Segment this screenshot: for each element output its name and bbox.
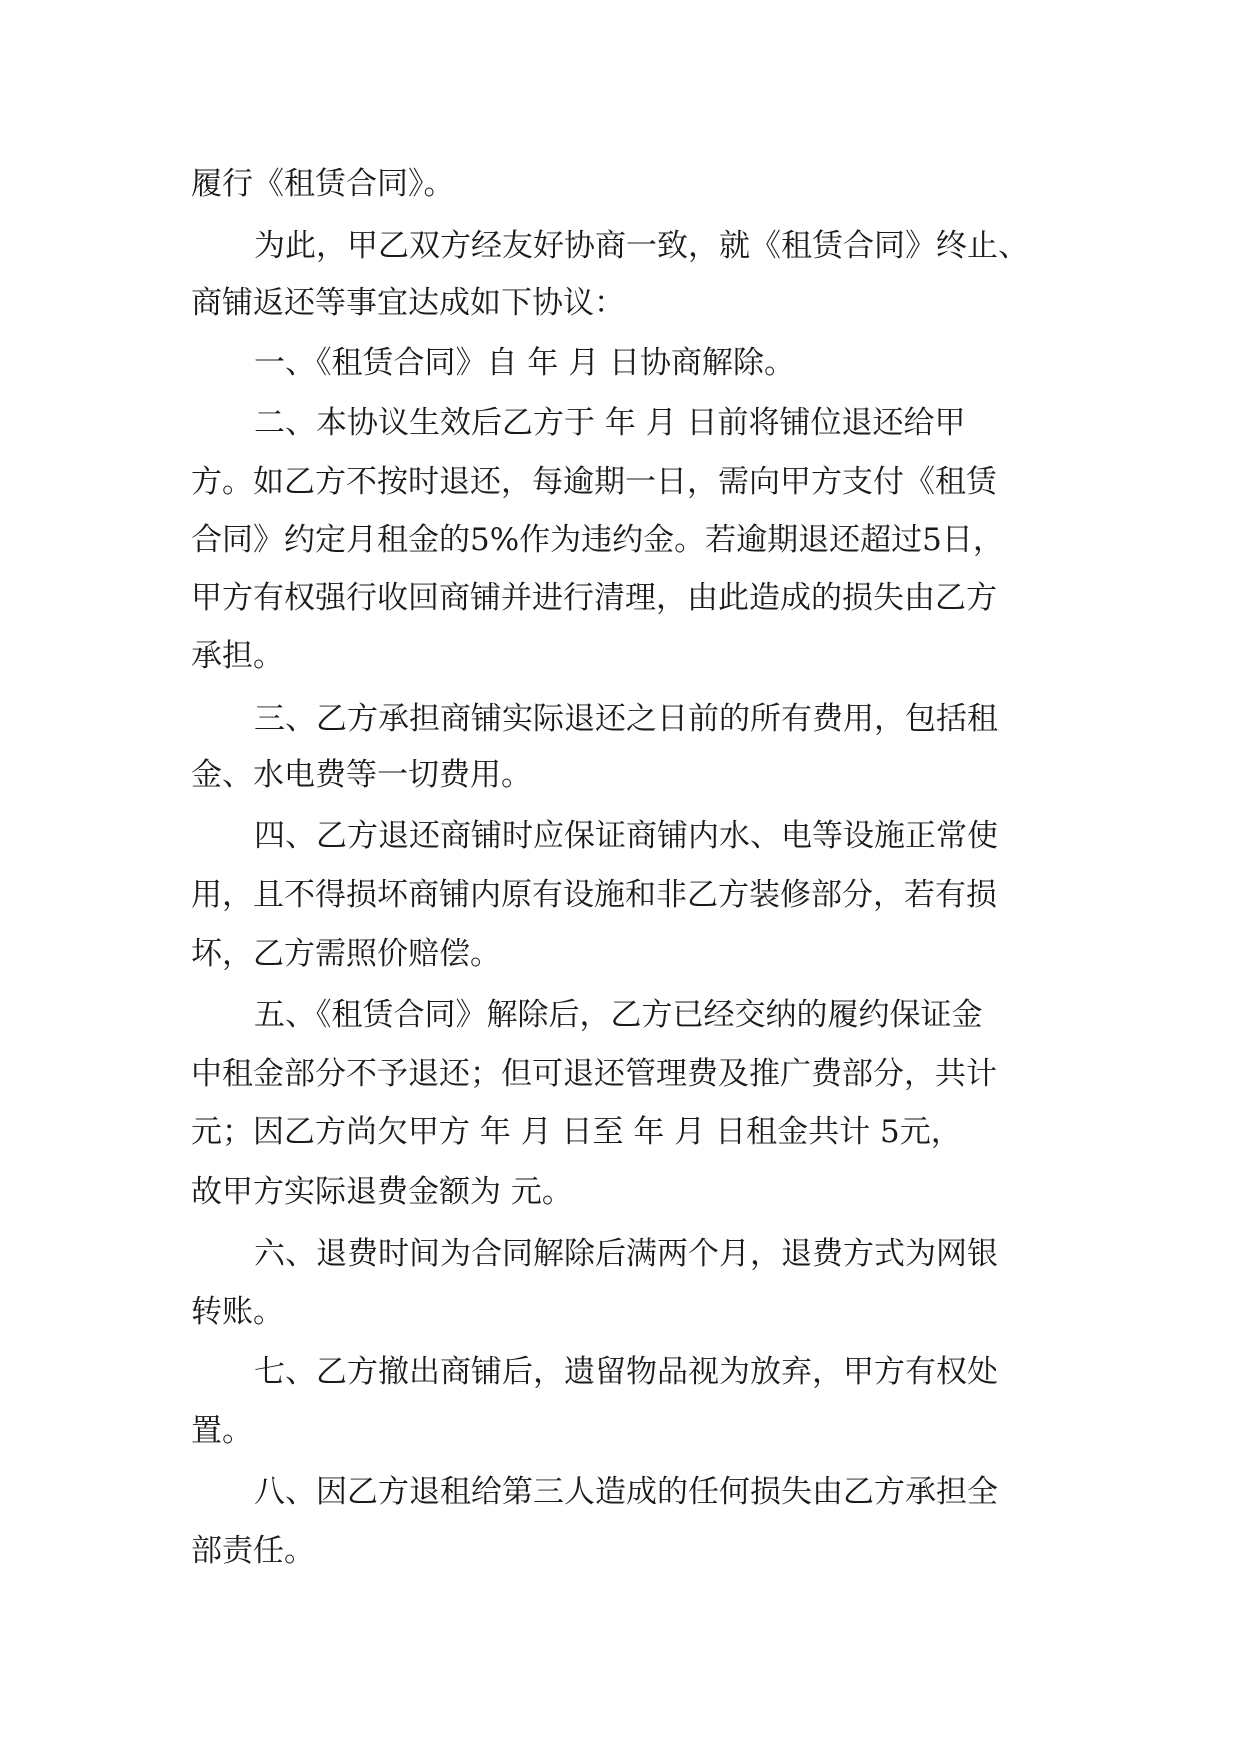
text-line-content: 故甲方实际退费金额为 元。 (191, 1174, 573, 1210)
text-line-content: 六、退费时间为合同解除后满两个月，退费方式为网银 (254, 1236, 998, 1272)
text-line (0, 745, 1241, 805)
text-line-content: 承担。 (191, 638, 284, 674)
text-line (0, 1401, 1241, 1461)
text-line-content: 五、《租赁合同》解除后，乙方已经交纳的履约保证金 (254, 997, 983, 1033)
text-line (0, 1224, 1241, 1284)
text-line-content: 元；因乙方尚欠甲方 年 月 日至 年 月 日租金共计 5元， (191, 1114, 962, 1150)
text-line-content: 合同》约定月租金的5%作为违约金。若逾期退还超过5日， (191, 522, 1004, 558)
text-line-content: 八、因乙方退租给第三人造成的任何损失由乙方承担全 (254, 1474, 998, 1510)
text-line (0, 568, 1241, 628)
text-line-content: 中租金部分不予退还；但可退还管理费及推广费部分，共计 (191, 1056, 997, 1092)
text-line (0, 865, 1241, 925)
text-line (0, 1102, 1241, 1162)
text-line (0, 1044, 1241, 1104)
text-line-content: 金、水电费等一切费用。 (191, 757, 532, 793)
text-line (0, 273, 1241, 333)
text-line-content: 置。 (191, 1413, 253, 1449)
text-line (0, 1162, 1241, 1222)
text-line-content: 七、乙方撤出商铺后，遗留物品视为放弃，甲方有权处 (254, 1354, 998, 1390)
text-line (0, 1282, 1241, 1342)
text-line (0, 626, 1241, 686)
text-line-content: 转账。 (191, 1294, 284, 1330)
text-line-content: 商铺返还等事宜达成如下协议： (191, 285, 625, 321)
text-line-content: 四、乙方退还商铺时应保证商铺内水、电等设施正常使 (254, 818, 998, 854)
text-line (0, 333, 1241, 393)
text-line (0, 806, 1241, 866)
text-line (0, 924, 1241, 984)
text-line-content: 方。如乙方不按时退还，每逾期一日，需向甲方支付《租赁 (191, 464, 997, 500)
text-line (0, 689, 1241, 749)
text-line-content: 为此，甲乙双方经友好协商一致，就《租赁合同》终止、 (254, 228, 1029, 264)
text-line-content: 甲方有权强行收回商铺并进行清理，由此造成的损失由乙方 (191, 580, 997, 616)
text-line-content: 履行《租赁合同》。 (191, 166, 455, 202)
text-line-content: 坏，乙方需照价赔偿。 (191, 936, 501, 972)
text-line (0, 216, 1241, 276)
text-line-content: 用，且不得损坏商铺内原有设施和非乙方装修部分，若有损 (191, 877, 997, 913)
text-line (0, 452, 1241, 512)
text-line-content: 一、《租赁合同》自 年 月 日协商解除。 (254, 345, 796, 381)
text-line-content: 部责任。 (191, 1533, 315, 1569)
text-line (0, 393, 1241, 453)
text-line (0, 1462, 1241, 1522)
text-line (0, 510, 1241, 570)
text-line-content: 二、本协议生效后乙方于 年 月 日前将铺位退还给甲 (254, 405, 966, 441)
text-line-content: 三、乙方承担商铺实际退还之日前的所有费用，包括租 (254, 701, 998, 737)
text-line (0, 154, 1241, 214)
text-line (0, 985, 1241, 1045)
text-line (0, 1521, 1241, 1581)
text-line (0, 1342, 1241, 1402)
